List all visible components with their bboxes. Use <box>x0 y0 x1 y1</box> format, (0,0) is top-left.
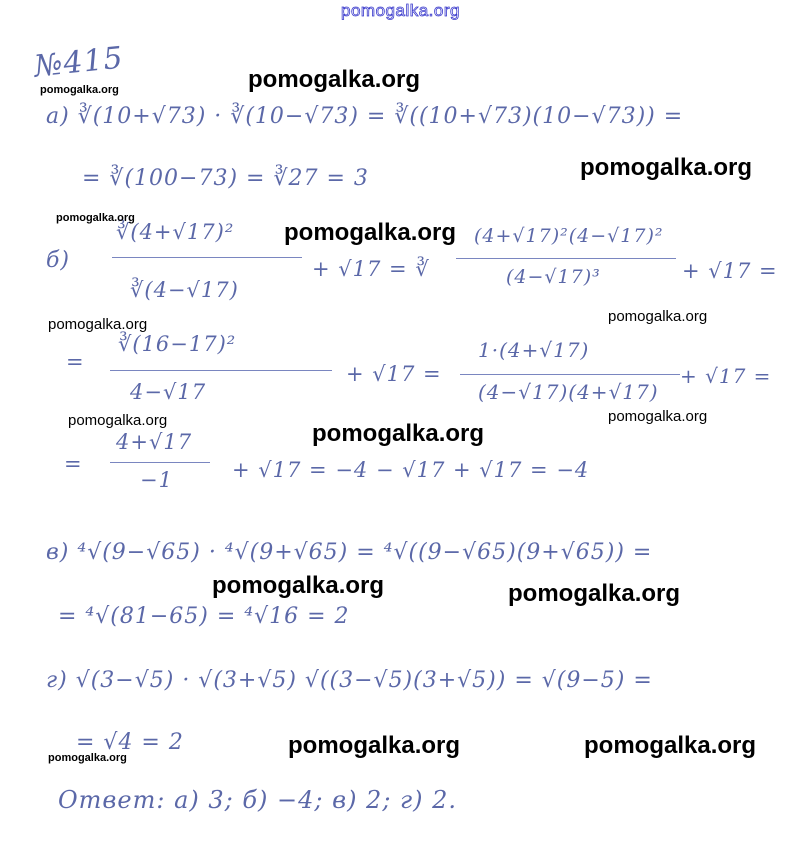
b1-tail: + √17 = <box>682 259 778 283</box>
b2-denominator: 4−√17 <box>130 380 207 404</box>
b2-numerator: ∛(16−17)² <box>118 332 237 356</box>
b2-tail: + √17 = <box>680 364 772 388</box>
b3-equals: = <box>64 452 83 476</box>
b1-right-denominator: (4−√17)³ <box>506 266 601 288</box>
watermark: pomogalka.org <box>288 732 461 759</box>
problem-number: №415 <box>32 40 126 85</box>
b3-denominator: −1 <box>140 468 173 492</box>
line-a1: а) ∛(10+√73) · ∛(10−√73) = ∛((10+√73)(10−√73)) = <box>46 104 684 129</box>
header-watermark: pomogalka.org <box>341 1 460 20</box>
b2-right-denominator: (4−√17)(4+√17) <box>478 380 659 404</box>
b2-mid: + √17 = <box>346 362 442 386</box>
b3-numerator: 4+√17 <box>116 430 193 454</box>
b2-right-numerator: 1·(4+√17) <box>478 338 590 362</box>
b2-equals: = <box>66 350 85 374</box>
watermark: pomogalka.org <box>284 219 457 246</box>
watermark: pomogalka.org <box>48 752 127 764</box>
watermark: pomogalka.org <box>68 412 168 429</box>
b2-right-fraction-bar <box>460 374 680 375</box>
line-g1: г) √(3−√5) · √(3+√5) √((3−√5)(3+√5)) = √(9−5) = <box>46 668 653 693</box>
b3-rest: + √17 = −4 − √17 + √17 = −4 <box>232 458 590 482</box>
watermark: pomogalka.org <box>608 308 708 325</box>
b2-fraction-bar <box>110 370 332 371</box>
b1-right-numerator: (4+√17)²(4−√17)² <box>474 225 664 247</box>
line-v2: = ⁴√(81−65) = ⁴√16 = 2 <box>58 604 350 629</box>
b3-fraction-bar <box>110 462 210 463</box>
watermark: pomogalka.org <box>312 420 485 447</box>
watermark: pomogalka.org <box>48 316 148 333</box>
watermark: pomogalka.org <box>584 732 757 759</box>
watermark: pomogalka.org <box>248 66 421 93</box>
b1-right-fraction-bar <box>456 258 676 259</box>
b1-rest: + √17 = ∛ <box>312 257 430 281</box>
watermark: pomogalka.org <box>40 84 119 96</box>
answer-line: Ответ: а) 3; б) −4; в) 2; г) 2. <box>58 786 458 814</box>
watermark: pomogalka.org <box>508 580 681 607</box>
line-v1: в) ⁴√(9−√65) · ⁴√(9+√65) = ⁴√((9−√65)(9+√65)) = <box>46 540 653 565</box>
watermark: pomogalka.org <box>580 154 753 181</box>
watermark: pomogalka.org <box>212 572 385 599</box>
line-g2: = √4 = 2 <box>76 730 184 755</box>
watermark: pomogalka.org <box>608 408 708 425</box>
b1-fraction-bar <box>112 257 302 258</box>
label-b: б) <box>46 248 71 273</box>
line-a2: = ∛(100−73) = ∛27 = 3 <box>82 166 369 191</box>
b1-numerator: ∛(4+√17)² <box>116 220 235 244</box>
b1-denominator: ∛(4−√17) <box>130 278 239 302</box>
watermark: pomogalka.org <box>56 212 135 224</box>
